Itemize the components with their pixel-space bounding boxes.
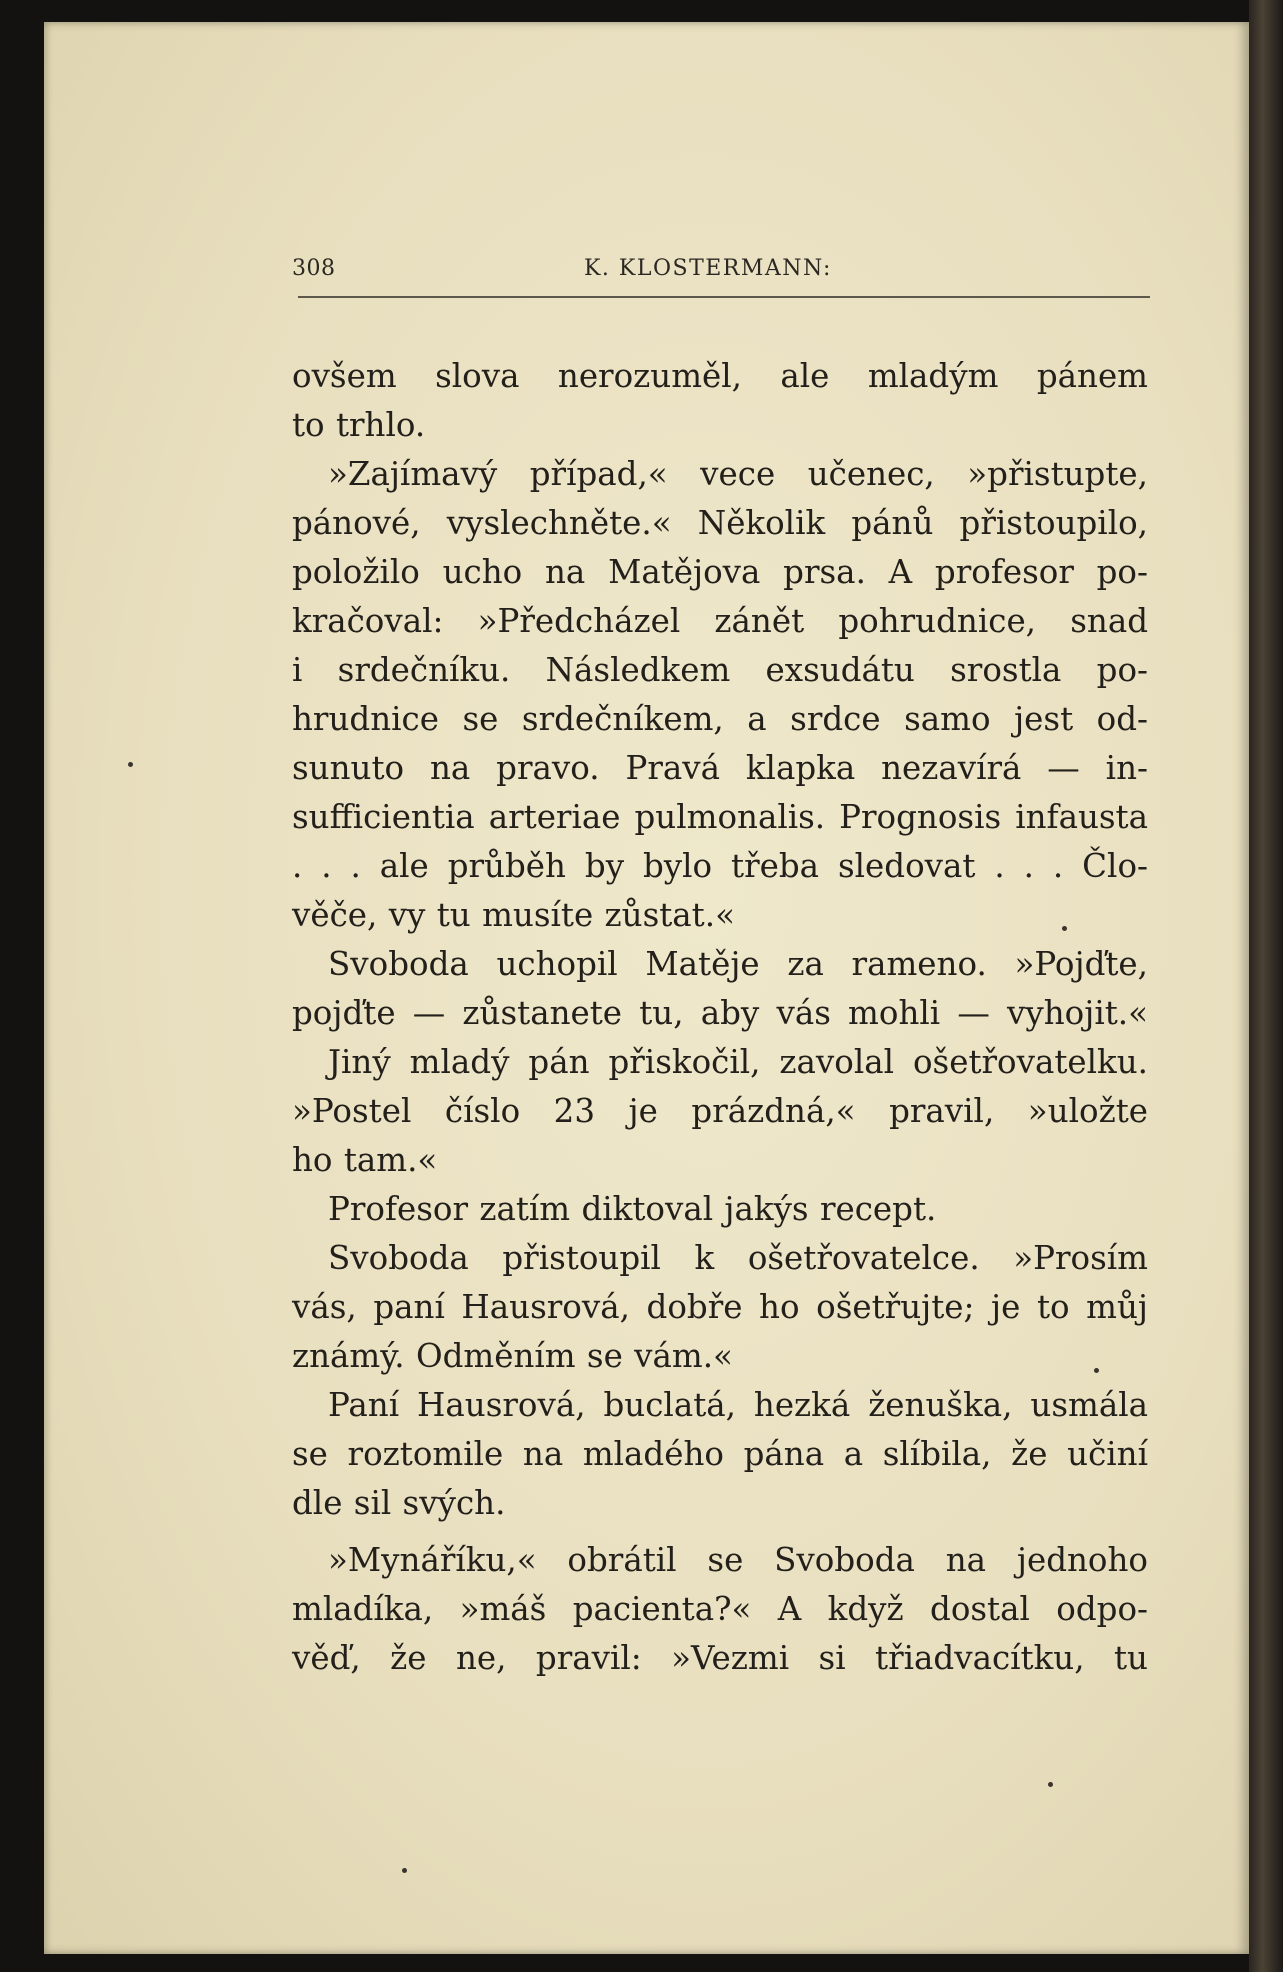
text-line: se roztomile na mladého pána a slíbila, že učiní xyxy=(292,1435,1148,1473)
text-line: sunuto na pravo. Pravá klapka nezavírá — in- xyxy=(292,749,1148,787)
text-line: ho tam.« xyxy=(292,1141,438,1179)
paper-speck xyxy=(1048,1782,1053,1787)
page-number: 308 xyxy=(292,256,336,281)
text-line: ovšem slova nerozuměl, ale mladým pánem xyxy=(292,357,1148,395)
text-line: mladíka, »máš pacienta?« A když dostal odpo- xyxy=(292,1590,1148,1628)
text-line: položilo ucho na Matějova prsa. A profesor po- xyxy=(292,553,1148,591)
paper-speck xyxy=(1094,1368,1099,1373)
text-line: hrudnice se srdečníkem, a srdce samo jest od- xyxy=(292,700,1148,738)
text-line: Jiný mladý pán přiskočil, zavolal ošetřovatelku. xyxy=(328,1043,1148,1081)
text-line: . . . ale průběh by bylo třeba sledovat . . . Člo- xyxy=(292,847,1148,885)
text-line: pánové, vyslechněte.« Několik pánů přistoupilo, xyxy=(292,504,1148,542)
text-line: i srdečníku. Následkem exsudátu srostla po- xyxy=(292,651,1148,689)
paper-speck xyxy=(1062,926,1067,931)
header-rule xyxy=(298,296,1150,298)
text-line: kračoval: »Předcházel zánět pohrudnice, snad xyxy=(292,602,1148,640)
text-line: to trhlo. xyxy=(292,406,426,444)
text-line: věď, že ne, pravil: »Vezmi si třiadvacítku, tu xyxy=(292,1639,1148,1677)
text-line: sufficientia arteriae pulmonalis. Prognosis infausta xyxy=(292,798,1148,836)
text-line: Paní Hausrová, buclatá, hezká ženuška, usmála xyxy=(328,1386,1148,1424)
paper-speck xyxy=(402,1868,407,1873)
running-head: K. KLOSTERMANN: xyxy=(584,256,832,281)
text-line: »Mynáříku,« obrátil se Svoboda na jednoho xyxy=(328,1541,1148,1579)
text-line: Svoboda přistoupil k ošetřovatelce. »Prosím xyxy=(328,1239,1148,1277)
page-header xyxy=(292,256,1152,290)
body-text xyxy=(292,352,1148,1683)
book-spine-edge xyxy=(1249,0,1283,1972)
text-line: »Postel číslo 23 je prázdná,« pravil, »uložte xyxy=(292,1092,1148,1130)
text-line: Profesor zatím diktoval jakýs recept. xyxy=(328,1190,937,1228)
paper-speck xyxy=(128,762,133,767)
text-line: »Zajímavý případ,« vece učenec, »přistupte, xyxy=(328,455,1148,493)
text-line: věče, vy tu musíte zůstat.« xyxy=(292,896,735,934)
text-line: vás, paní Hausrová, dobře ho ošetřujte; je to můj xyxy=(292,1288,1148,1326)
text-line: známý. Odměním se vám.« xyxy=(292,1337,733,1375)
text-line: Svoboda uchopil Matěje za rameno. »Pojďte, xyxy=(328,945,1148,983)
text-line: dle sil svých. xyxy=(292,1484,506,1522)
text-line: pojďte — zůstanete tu, aby vás mohli — vyhojit.« xyxy=(292,994,1148,1032)
